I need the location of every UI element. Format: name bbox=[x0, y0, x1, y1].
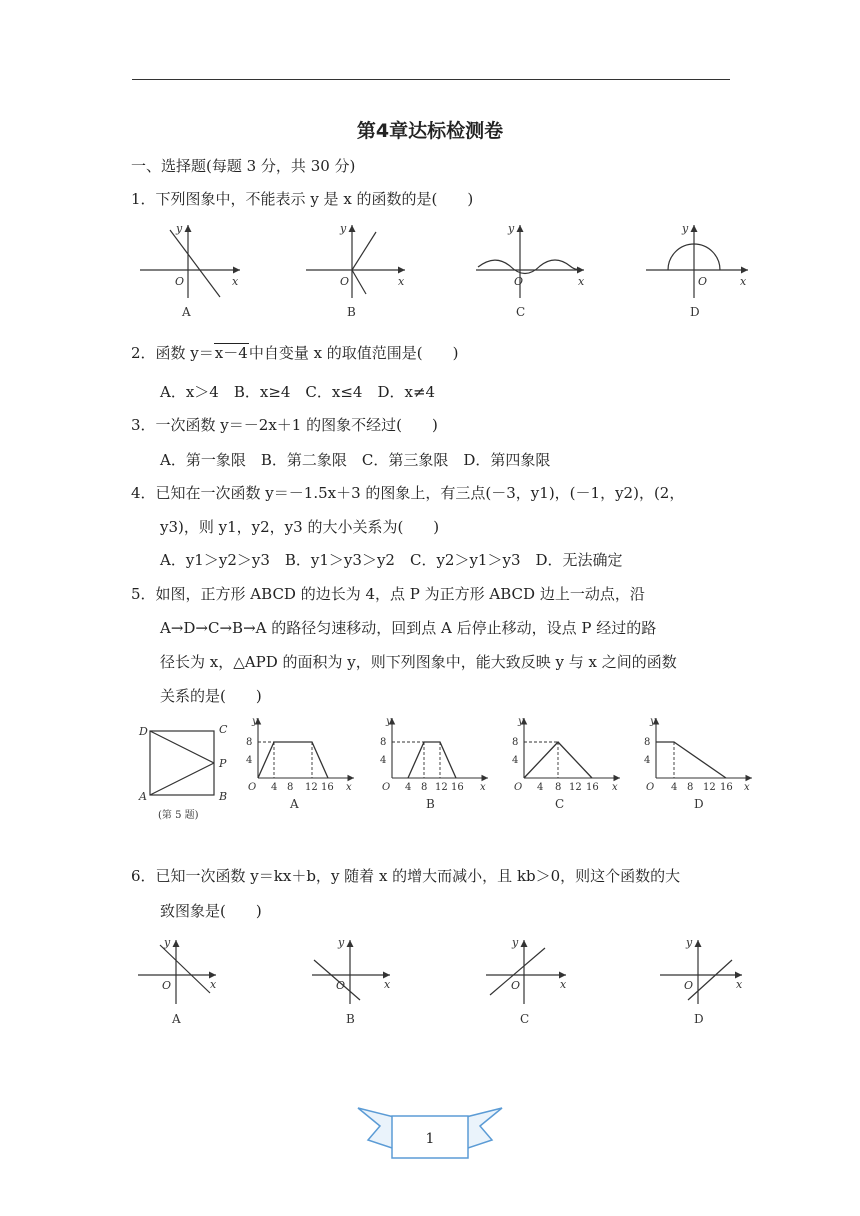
question-5-line-2: A→D→C→B→A 的路径匀速移动，回到点 A 后停止移动，设点 P 经过的路 bbox=[160, 619, 657, 637]
option-label-b: B bbox=[347, 305, 356, 319]
graph-label: 12 bbox=[305, 782, 318, 793]
question-4-options: A．y1＞y2＞y3 B．y1＞y3＞y2 C．y2＞y1＞y3 D．无法确定 bbox=[160, 551, 623, 569]
page-number: 1 bbox=[425, 1131, 435, 1147]
question-4-line-2: y3)，则 y1，y2，y3 的大小关系为( ) bbox=[160, 518, 440, 536]
axis-y-label: y bbox=[508, 222, 515, 235]
origin-label: O bbox=[514, 275, 524, 288]
graph-label: x bbox=[736, 978, 743, 991]
graph-label: y bbox=[386, 716, 392, 727]
graph-label: O bbox=[511, 979, 521, 992]
graph-label: 16 bbox=[451, 782, 464, 793]
question-3-options: A．第一象限 B．第二象限 C．第三象限 D．第四象限 bbox=[160, 451, 551, 469]
point-p: P bbox=[219, 757, 227, 770]
graph-label: x bbox=[612, 782, 618, 793]
option-label-d: D bbox=[694, 1012, 704, 1026]
origin-label: O bbox=[175, 275, 185, 288]
origin-label: O bbox=[340, 275, 350, 288]
graph-label: 16 bbox=[720, 782, 733, 793]
graph-label: 12 bbox=[703, 782, 716, 793]
graph-label: y bbox=[518, 716, 524, 727]
graph-label: 4 bbox=[644, 755, 651, 766]
option-label-b: B bbox=[426, 797, 435, 811]
graph-label: 8 bbox=[287, 782, 294, 793]
option-label-d: D bbox=[690, 305, 700, 319]
option-label-a: A bbox=[290, 797, 299, 811]
question-5-line-3: 径长为 x，△APD 的面积为 y，则下列图象中，能大致反映 y 与 x 之间的函数 bbox=[160, 653, 677, 671]
axis-x-label: x bbox=[578, 275, 585, 288]
question-2-options: A．x＞4 B．x≥4 C．x≤4 D．x≠4 bbox=[160, 383, 436, 401]
graph-label: x bbox=[384, 978, 391, 991]
question-5-line-1: 5．如图，正方形 ABCD 的边长为 4，点 P 为正方形 ABCD 边上一动点，沿 bbox=[131, 585, 645, 603]
graph-label: O bbox=[382, 782, 391, 793]
section-heading: 一、选择题(每题 3 分，共 30 分) bbox=[131, 157, 356, 175]
option-label-a: A bbox=[182, 305, 191, 319]
axis-x-label: x bbox=[398, 275, 405, 288]
graph-label: O bbox=[684, 979, 694, 992]
option-label-c: C bbox=[555, 797, 565, 811]
point-a: A bbox=[139, 790, 147, 803]
question-6-line-2: 致图象是( ) bbox=[160, 902, 262, 920]
question-2-pre: 2．函数 y＝ bbox=[131, 344, 214, 362]
question-2-post: 中自变量 x 的取值范围是( ) bbox=[248, 344, 459, 362]
graph-label: 16 bbox=[321, 782, 334, 793]
point-b: B bbox=[219, 790, 228, 803]
graph-label: x bbox=[210, 978, 217, 991]
option-label-c: C bbox=[516, 305, 526, 319]
point-d: D bbox=[139, 725, 148, 738]
graph-label: 8 bbox=[421, 782, 428, 793]
graph-label: 4 bbox=[537, 782, 544, 793]
axis-x-label: x bbox=[740, 275, 747, 288]
graph-label: 4 bbox=[405, 782, 412, 793]
graph-label: O bbox=[336, 979, 346, 992]
graph-label: x bbox=[744, 782, 750, 793]
question-4-line-1: 4．已知在一次函数 y＝－1.5x＋3 的图象上，有三点(－3，y1)，(－1，y2)，(2， bbox=[131, 484, 685, 502]
graph-label: 12 bbox=[435, 782, 448, 793]
question-3: 3．一次函数 y＝－2x＋1 的图象不经过( ) bbox=[131, 416, 438, 434]
graph-label: 8 bbox=[380, 737, 387, 748]
graph-label: 4 bbox=[671, 782, 678, 793]
graph-label: x bbox=[560, 978, 567, 991]
graph-label: 4 bbox=[380, 755, 387, 766]
question-6-line-1: 6．已知一次函数 y＝kx＋b，y 随着 x 的增大而减小，且 kb＞0，则这个函数的大 bbox=[131, 867, 681, 885]
option-label-c: C bbox=[520, 1012, 530, 1026]
graph-label: O bbox=[514, 782, 523, 793]
graph-label: y bbox=[650, 716, 656, 727]
question-5-line-4: 关系的是( ) bbox=[160, 687, 262, 705]
graph-label: O bbox=[646, 782, 655, 793]
page-title: 第4章达标检测卷 bbox=[356, 120, 504, 142]
graph-label: O bbox=[248, 782, 257, 793]
graph-label: y bbox=[686, 936, 693, 949]
graph-label: O bbox=[162, 979, 172, 992]
graph-label: 8 bbox=[687, 782, 694, 793]
graph-label: 8 bbox=[644, 737, 651, 748]
graph-label: 8 bbox=[555, 782, 562, 793]
graph-label: 8 bbox=[246, 737, 253, 748]
graph-label: 4 bbox=[246, 755, 253, 766]
question-1: 1．下列图象中，不能表示 y 是 x 的函数的是( ) bbox=[131, 190, 474, 208]
axis-y-label: y bbox=[682, 222, 689, 235]
origin-label: O bbox=[698, 275, 708, 288]
graph-label: y bbox=[338, 936, 345, 949]
option-label-d: D bbox=[694, 797, 704, 811]
graph-label: y bbox=[252, 716, 258, 727]
graph-label: y bbox=[164, 936, 171, 949]
axis-x-label: x bbox=[232, 275, 239, 288]
graph-label: 4 bbox=[271, 782, 278, 793]
graph-label: 12 bbox=[569, 782, 582, 793]
graph-label: x bbox=[346, 782, 352, 793]
graph-label: 8 bbox=[512, 737, 519, 748]
option-label-b: B bbox=[346, 1012, 355, 1026]
graph-label: y bbox=[512, 936, 519, 949]
axis-y-label: y bbox=[176, 222, 183, 235]
graph-label: 4 bbox=[512, 755, 519, 766]
figure-caption: (第 5 题) bbox=[158, 810, 199, 821]
graph-label: 16 bbox=[586, 782, 599, 793]
option-label-a: A bbox=[172, 1012, 181, 1026]
graph-label: x bbox=[480, 782, 486, 793]
axis-y-label: y bbox=[340, 222, 347, 235]
point-c: C bbox=[219, 723, 228, 736]
radicand: x－4 bbox=[214, 344, 248, 362]
